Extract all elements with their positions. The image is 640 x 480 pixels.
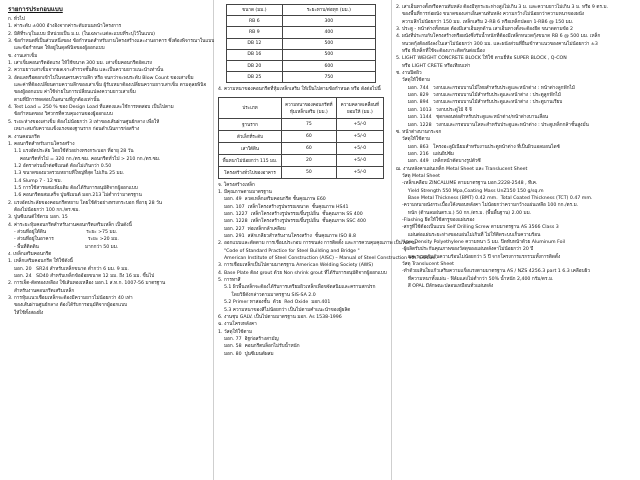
note-line: มอก. 1144 ชุดกลอนท่อสำหรับประตูและหน้าต่าง/หน้าต่างบานเลื่อน [396, 115, 549, 121]
note-line: มอก. 449 เหล็กหน้าตัดบางรูปตัวซี [396, 159, 481, 165]
table-row [219, 154, 384, 166]
note-line: หนัก (ต้านลมฝนตร.ม.) 50 กก./ตร.ม. (พื้นพื้นฐาน) 2.00 มม. [396, 210, 532, 216]
table-row [227, 38, 376, 49]
note-line: "Code of Standard Practice for Steel Building and Bridge " [218, 248, 360, 254]
note-line: 1. ค่าระดับ ±000 อ้างอิงจากค่าระดับถนนหน้าโครงการ [8, 24, 122, 30]
note-line: ค. งานคอนกรีต [8, 134, 40, 140]
note-line: มอก. 24 SD40 สำหรับเหล็กข้ออ้อยขนาด 12 มม. ถึง 16 มม. ขึ้นไป [8, 274, 155, 280]
note-line: มอก. 1228 เหล็กโครงสร้างรูปพรรณขึ้นรูปเย็น ชั้นคุณภาพ SSC 400 [218, 219, 366, 225]
cover-note: 4. ความหนาของคอนกรีตที่หุ้มเหล็กเสริม ให้เป็นไปตามข้อกำหนด หรือ ดังต่อไปนี้ [218, 87, 381, 93]
note-line: มอก. 1227 เหล็กโครงสร้างรูปพรรณขึ้นรูปเย็น ชั้นคุณภาพ SS 400 [218, 212, 363, 218]
note-line: โดยวิธีดังกล่าวตามมาตรฐาน SIS-SA 2.0 [218, 292, 316, 298]
note-line: แผ่นต่อแผ่นระยะห่างของแผ่นไม่เกินที่ ไม่ให้ติดระบบเก็บความร้อน [396, 232, 541, 238]
note-line: Base Metal Thickness (BMT) 0.42 mm. Total Coated Thickness (TCT) 0.47 mm. [396, 195, 593, 201]
note-line: หนวดกุ้งต้องฝังลงในเสาไม่น้อยกว่า 300 มม. และผนังส่วนที่ยื่นเข้าหาแนวของคานไม่น้อยกว่า ±3 [396, 41, 598, 47]
note-line: ที่ความหนาทั้งแผ่น - ฟิล์มแสงไม่ต่ำกว่า 50% น้ำหนัก 2,400 กรัม/ตร.ม. [396, 276, 554, 282]
note-line: และระบบกันกันความร้อนไม่น้อยกว่า 5 ปี จากโครงการแรกรวมทั้งการติดตั้ง [396, 254, 561, 260]
table-cell: 60 [282, 142, 337, 154]
table-cell: 50 [282, 166, 337, 178]
lap-splice-table [226, 4, 376, 83]
note-line: มอก. 80 ปูนซีเมนต์ผสม [218, 351, 274, 357]
note-line: 1. คอนกรีตสำหรับงานโครงสร้าง [8, 141, 75, 147]
note-line: มอก. 216 แผ่นยิปซัม [396, 151, 455, 157]
note-line: 1. เหล็กเสริมคอนกรีต ให้ใช้ดังนี้ [8, 259, 73, 265]
note-line: 1. เสาเข็มคอนกรีตอัดแรง ให้ใช้ขนาด 300 มม. เสาเข็มคอนกรีตอัดแรง [8, 61, 152, 67]
note-line: หรือ LIGHT CRETE หรือเทียบเท่า [396, 63, 471, 69]
note-line: 1. วัสดุให้ใช้ตาม [218, 329, 253, 335]
note-line: 4. Base Plate ต้อง grout ด้วย Non shrink grout ที่ได้รับการอนุมัติจากผู้ออกแบบ [218, 270, 387, 276]
table-cell: +5/-0 [336, 118, 383, 130]
table-cell: +5/-0 [336, 130, 383, 142]
table-row [227, 27, 376, 38]
note-line: ซ. หน้าต่างบานกระจก [396, 129, 442, 135]
table-cell: 500 [282, 38, 375, 49]
note-line: ให้ใช้ทั้งสองฝั่ง [8, 310, 44, 316]
table-header-cell: ความหนาของคอนกรีตที่หุ้มเหล็กเสริม (มม.) [282, 97, 337, 118]
note-line: American Institute of Steel Construction (AISC) – Manual of Steel Construction 9th. Edition. [218, 256, 437, 262]
note-line: สำหรับงานคอนกรีตเสริมเหล็ก [8, 288, 75, 294]
note-line: -Low Density Polyethylene ความหนา 5 มม. ปิดทับหน้าด้วย Aluminum Foil [396, 240, 566, 245]
table-cell: 20 [282, 154, 337, 166]
note-line: ต้องไม่น้อยกว่า 100 กก./ตร.ซม. [8, 207, 80, 213]
note-line: 2. การเจ็ต-ตัดทองเหลือง ใช้เส้นทองเหลือง มอก.1 ส.ท.ก. 1007-56 มาตรฐาน [8, 281, 166, 287]
table-row [219, 118, 384, 130]
note-line: 4. ผนังที่ประกบกับโครงสร้างหรือผนังซึ่งรับน้ำหนักที่ต้องมีเหล็กหนวดกุ้งขนาด RB 6 @ 500 มม. เหล็ก [396, 34, 601, 40]
note-line: - ส่วนที่อยู่ในอาคาร ระยะ >20 มม. [8, 237, 119, 243]
note-line: ช. งานปิดผิว [396, 71, 422, 77]
note-line: จ. โครงสร้างเหล็ก [218, 182, 255, 188]
table-cell: DB 12 [227, 38, 283, 49]
note-line: วัสดุ Translucent Sheet [396, 262, 454, 268]
concrete-cover-table [218, 97, 384, 179]
note-line: 2. ออกแบบและตัดตาม การเชื่อมประกอบ การขนส่ง การติดตั้ง และการควบคุมคุณภาพ เป็นไปตาม [218, 241, 416, 247]
note-line: มอก. 829 วงกบและกรอบบานไม้สำหรับประตูและหน้าต่าง : ประตูลูกฟักไม้ [396, 93, 561, 99]
note-line: - พื้นที่ติดดิน มากกว่า 50 มม. [8, 244, 119, 250]
table-cell: ฐานราก [219, 118, 282, 130]
note-line: 2. มิติที่ระบุในแบบ มีหน่วยเป็น ม.ม. (ในเฉพาะแต่ละแบบที่ระบุไว้ในแบบ) [8, 31, 156, 37]
note-line: 3. ข้อกำหนดที่เป็นส่วนหนึ่งของ ข้อกำหนดสำหรับงานโครงสร้างและงานอาคาร ซึ่งต้องพิจารณาในแบบ [8, 39, 215, 45]
notes-lines [396, 4, 632, 290]
note-line: มอก. 863 โครงอะลูมิเนียมสำหรับงานประตูหน้าต่าง ที่เป็นผิวแอลมอนไดซ์ [396, 144, 560, 150]
table-cell: DB 20 [227, 60, 283, 71]
table-cell: พื้นหนาไม่น้อยกว่า 115 มม. [219, 154, 282, 166]
note-line: 1. มีคุณภาพตามมาตรฐาน [218, 190, 272, 195]
table-cell: ตัวเล็กที่ระดับ [219, 130, 282, 142]
table-cell: RB 6 [227, 16, 283, 27]
note-line: ข้อกำหนดของ วิศวกรที่ควบคุมงานของผู้ออกแบบ [8, 112, 113, 118]
note-line: สี OPAL มีลักษณะปลอนเหมือนทั่วแผ่นหลัง [396, 284, 494, 290]
note-line: 1.4 Slump 7 - 12 ซม. [8, 178, 63, 184]
note-line: มอก. 77 อิฐก่อสร้างสามัญ [218, 336, 279, 342]
note-line: ความลึกไม่น้อยกว่า 150 มม. เหล็กเสริม 2-RB 6 หรือเหล็กปลอก 1-RB6 @ 150 มม. [396, 19, 574, 25]
column-divider [391, 0, 392, 480]
table-header-cell: ประเภท [219, 97, 282, 118]
note-line: ข. งานเสาเข็ม [8, 53, 38, 59]
note-line: 1.2 อัตราส่วนน้ำต่อซีเมนต์ ต้องไม่เกินกว่า 0.50 [8, 163, 112, 169]
note-line: 3. การเชื่อมเหล็กเป็นไปตามมาตรฐาน American Welding Society (AWS) [218, 263, 374, 269]
table-cell: เสาใต้ดิน [219, 142, 282, 154]
table-row [227, 49, 376, 60]
table-header-row [227, 5, 376, 16]
note-line: ตามที่มีการทดสอบในสนามที่ถูกต้องเท่านั้น [8, 97, 100, 103]
note-line: 5. ระยะห่างของเสาเข็ม ต้องไม่น้อยกว่า 3 เท่าของเส้นผ่านศูนย์กลาง เพื่อให้ [8, 119, 160, 125]
table-cell: DB 16 [227, 49, 283, 60]
note-line: 5.3 ความหนาของสีไม่น้อยกว่า เป็นไปตามคำแนะนำของผู้ผลิต [218, 307, 351, 313]
note-line: -Flashing ยึดให้ใช้สกรูของแผ่นรอง [396, 217, 475, 223]
table-cell: +5/-0 [336, 166, 383, 178]
note-line: วัสดุให้ใช้ตาม [396, 78, 431, 84]
note-line: 5.1 ผิวพื้นเหล็กจะต้องได้รับการเตรียมผิวเหล็กเพื่อขจัดสนิมและคราบสกปรก [218, 285, 376, 291]
note-line: -ทำด้วยเส้นใยแก้วเสริมความแข็งแรงตามมาตรฐาน AS / NZS 4256.3 part 1 6.3 เคลือบผิว [396, 269, 590, 275]
note-line: หรือ ที่เหล็กที่ใช้จะต้องเกาะติดกันต่อเนื่อง [396, 49, 485, 55]
note-line: 1.6 คอนกรีตผสมเสร็จ ปูนซีเมนต์ มอก.213 ไม่ต่ำกว่ามาตรฐาน [8, 193, 142, 199]
note-line: ของเส้นผ่านศูนย์กลาง ต้องได้รับการอนุมัติจากผู้ออกแบบ [8, 303, 128, 309]
note-line: 5. LIGHT WEIGHT CONCRETE BLOCK ให้ใช้ ตามยี่ห้อ SUPER BLOCK , Q-CON [396, 56, 567, 62]
note-line: มอก. 49 ลวดเหล็กเสริมคอนกรีต ชั้นคุณภาพ E60 [218, 197, 326, 203]
table-cell: 500 [282, 49, 375, 60]
note-line: 1.3 ขนาดของมวลรวมหยาบที่ใหญ่ที่สุด ไม่เกิน 25 มม. [8, 171, 125, 177]
note-line: 3. อัดแลหรือตอกเข้าไปในจนครบความลึก หรือ จนกว่าจะพบระดับ Blow Count ของเสาเข็ม [8, 75, 194, 81]
note-line: คอนกรีตทั่วไป = 320 กก./ตร.ซม. คอนกรีตทั่วไป > 210 กก./ตร.ซม. [8, 156, 161, 162]
note-line: 2. เสาเอ็นทางตั้งหรือคานทับหลัง ต้องมีทุกระยะห่างสูงไม่เกิน 3 ม. และความยาวไม่เกิน 3 ม. หรือ 9 ตร.ม. [396, 5, 609, 10]
table-cell: 400 [282, 27, 375, 38]
note-line: มอก. 1013 วงกบประตูไม้ จี จี [396, 107, 472, 113]
table-cell: 60 [282, 130, 337, 142]
note-line: มอก. 894 วงกบและกรอบบานไม้สำหรับประตูและหน้าต่าง : ประตูบานเรียบ [396, 100, 563, 106]
note-line: มอก. 107 เหล็กโครงสร้างรูปพรรณขนาด ชั้นคุณภาพ HS41 [218, 204, 349, 210]
note-line: 6. งานชุบ GALV. เป็นไปตามมาตรฐาน มอก. As 1538-1996 [218, 314, 342, 320]
note-line: มอก. 58 คอนกรีตบล็อกไม่รับน้ำหนัก [218, 344, 300, 350]
column-divider [213, 0, 214, 480]
note-line: 4. Test Load = 250 % ของ Design Load ที่แสดงและใช้การทดสอบ เป็นไปตาม [8, 105, 174, 111]
note-line: มอก. 291 สลักเกลียวสำหรับงานโครงสร้าง ชั้นคุณภาพ ISO 8.8 [218, 234, 356, 240]
notes-lines [8, 16, 215, 317]
note-line: -สกรูที่ใช้ต้องเป็นแบบ Self Drilling Screw ตามมาตรฐาน AS 3566 Class 3 [396, 225, 559, 231]
table-cell: DB 25 [227, 72, 283, 83]
note-line: - ส่วนที่อยู่ใต้ดิน ระยะ >75 มม. [8, 229, 118, 235]
note-line: 3. ปูนซีเมนต์ใช้ตาม มอก. 15 [8, 215, 68, 221]
note-line: 2. ความยาวเสาเข็มจากผลเจาะสำรวจชั้นดิน และเป็นความยาวแนะนำเท่านั้น [8, 68, 164, 74]
table-header-row [219, 97, 384, 118]
table-header-cell: ขนาด (มม.) [227, 5, 283, 16]
table-header-cell: ความคลาดเคลื่อนที่ยอมให้ (มม.) [336, 97, 383, 118]
notes-column-right [396, 4, 632, 290]
table-cell: +5/-0 [336, 154, 383, 166]
table-row [219, 130, 384, 142]
note-line: -ความหนาผนังกระเบื้องโค้งขอบหลังคา ไม่น้อยกว่าความกว้างแผ่นเหลือ 100 กก./ตร.ม. [396, 203, 579, 209]
note-line: ฉ. งานโครงหลังคา [218, 322, 257, 328]
note-line: มอก. 1228 วงกบและกรอบบานโลหะสำหรับประตูและหน้าต่าง : ประตูเหล็กกล้าชั้นสูงมั่น [396, 122, 589, 128]
note-line: 3. ประตู - หน้าต่างทั้งหมด ต้องมีเสาเอ็นทุกด้าน เสาเอ็นทางตั้งจะต้องยึด ขนาดตามข้อ 2 [396, 27, 574, 33]
note-line: วัสดุให้ใช้ตาม [396, 137, 431, 143]
note-line: 3. การหุ้มแนวเชื่อมเหล็กจะต้องมีความยาวไม่น้อยกว่า 40 เท่า [8, 296, 133, 302]
table-row [227, 60, 376, 71]
sheet-title: รายการประกอบแบบ [8, 6, 63, 13]
note-line: วัสดุ Metal Sheet [396, 173, 440, 179]
table-cell: 75 [282, 118, 337, 130]
note-line: 5. การทาสี [218, 278, 241, 284]
notes-column-left [8, 4, 215, 317]
table-cell: 300 [282, 16, 375, 27]
note-line: มอก. 227 ท่อเหล็กกล้าเคลือบ [218, 226, 286, 232]
note-line: Yield Strength 550 Mpa,Coating Mass UnZ150 150 g/sq.m [396, 188, 544, 194]
note-line: ก. ทั่วไป [8, 17, 25, 22]
note-line: 2. แรงอัดประลัยของคอนกรีตหยาบ โดยใช้ตัวอย่างทรงกระบอก ที่อายุ 28 วัน [8, 200, 162, 206]
table-row [219, 166, 384, 178]
note-line: และค่าที่ต้องเปลี่ยนตามความลึกของเสาเข็ม ผู้รับเหมาต้องเปลี่ยนความยาวเสาเข็ม ตามดุลยพินิจ [8, 83, 207, 89]
note-line: และข้อกำหนด ให้อยู่ในดุลพินิจของผู้ออกแบบ [8, 46, 105, 52]
table-cell: 750 [282, 72, 375, 83]
note-line: ฌ. งานหลังคาแผ่นเหล็ก Metal Sheet และ Translucent Sheet [396, 166, 528, 172]
note-line: ง. เหล็กเสริมคอนกรีต [8, 252, 52, 257]
note-line: -ผู้ผลิตรับประกันคุณภาพของวัสดุของแผ่นหลังคาไม่น้อยกว่า 20 ปี [396, 247, 534, 253]
note-line: 4. ค่าระยะหุ้มคอนกรีตสำหรับงานคอนกรีตเสริมเหล็ก เป็นดังนี้ [8, 222, 132, 228]
note-line: ของพื้นที่การก่อผนัง ขนาดของเสาเอ็นคานทับหลัง ความกว้างไม่น้อยกว่าความหนาของผนัง [396, 12, 585, 18]
table-cell: 600 [282, 60, 375, 71]
note-line: มอก. 744 วงกบและกรอบบานไม้ไทยสำหรับประตูและหน้าต่าง : หน้าต่างลูกฟักไม้ [396, 85, 576, 91]
table-row [219, 142, 384, 154]
table-row [227, 72, 376, 83]
table-cell: RB 9 [227, 27, 283, 38]
note-line: 1.1 แรงอัดประลัย โดยใช้ตัวอย่างทรงกระบอก ที่อายุ 28 วัน [8, 149, 134, 155]
note-line: 5.2 Primer ทาสองชั้น ด้วย Red Oxide มอก.401 [218, 300, 331, 306]
note-line: มอก. 20 SR24 สำหรับเหล็กขนาด ต่ำกว่า 6 มม. 9 มม. [8, 266, 129, 272]
table-header-cell: ระยะทาบ/ต่อทุก (มม.) [282, 5, 375, 16]
note-line: -เหล็กเคลือบ ZINCALUME ตามมาตรฐาน มอก.2228-2548 , ทีเค. [396, 181, 538, 187]
note-line: ของผู้ออกแบบ ค่าใช้จ่ายในการเปลี่ยนแปลงความยาวเสาเข็ม [8, 90, 136, 96]
table-cell: +5/-0 [336, 142, 383, 154]
table-cell: โครงสร้างทั่วไปของอาคาร [219, 166, 282, 178]
note-line: 1.5 การใช้สารผสมเพิ่มเติม ต้องได้รับการอนุมัติจากผู้ออกแบบ [8, 185, 138, 191]
table-row [227, 16, 376, 27]
note-line: เหมาะสมกับความแข็งแรงของฐานราก ก่อนดำเนินการก่อสร้าง [8, 127, 140, 133]
